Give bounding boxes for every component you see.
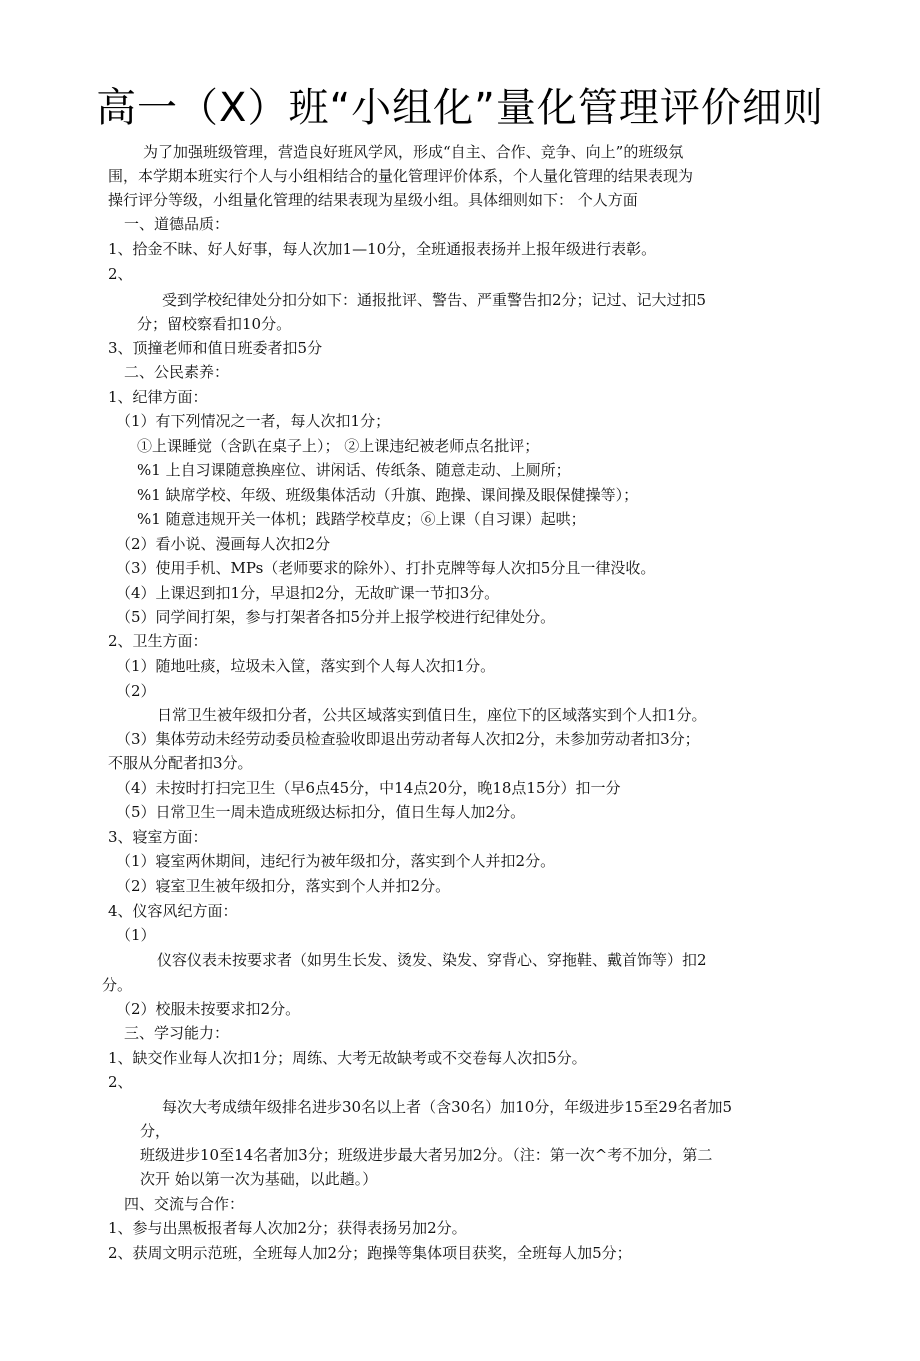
text-line: （2）校服未按要求扣2分。	[116, 1000, 301, 1018]
text-line: （1）	[116, 926, 156, 944]
text-line: %1 缺席学校、年级、班级集体活动（升旗、跑操、课间操及眼保健操等）；	[137, 486, 639, 504]
text-line: （1）有下列情况之一者，每人次扣1分；	[116, 412, 391, 430]
text-line: 3、寝室方面：	[108, 828, 208, 846]
text-line: 1、缺交作业每人次扣1分；周练、大考无故缺考或不交卷每人次扣5分。	[108, 1049, 587, 1067]
text-line: （2）看小说、漫画每人次扣2分	[116, 535, 331, 553]
text-line: 操行评分等级，小组量化管理的结果表现为星级小组。具体细则如下： 个人方面	[108, 191, 638, 209]
text-line: 四、交流与合作：	[124, 1195, 245, 1213]
text-line: ①上课睡觉（含趴在桌子上）； ②上课违纪被老师点名批评；	[137, 437, 540, 455]
text-line: %1 随意违规开关一体机；践踏学校草皮；⑥上课（自习课）起哄；	[137, 510, 586, 528]
text-line: 仪容仪表未按要求者（如男生长发、烫发、染发、穿背心、穿拖鞋、戴首饰等）扣2	[157, 951, 707, 969]
text-line: 三、学习能力：	[124, 1024, 230, 1042]
text-line: （4）上课迟到扣1分，早退扣2分，无故旷课一节扣3分。	[116, 584, 500, 602]
text-line: （3）使用手机、MPs（老师要求的除外）、打扑克牌等每人次扣5分且一律没收。	[116, 559, 656, 577]
text-line: （1）随地吐痰，垃圾未入筐，落实到个人每人次扣1分。	[116, 657, 496, 675]
text-line: 4、仪容风纪方面：	[108, 902, 238, 920]
text-line: 围，本学期本班实行个人与小组相结合的量化管理评价体系，个人量化管理的结果表现为	[108, 167, 694, 185]
text-line: （2）寝室卫生被年级扣分，落实到个人并扣2分。	[116, 877, 451, 895]
document-title: 高一（X）班“小组化”量化管理评价细则	[96, 85, 824, 131]
text-line: 2、	[108, 265, 133, 283]
text-line: 日常卫生被年级扣分者，公共区域落实到值日生，座位下的区域落实到个人扣1分。	[157, 706, 707, 724]
text-line: （2）	[116, 682, 156, 700]
text-line: 1、拾金不昧、好人好事，每人次加1—10分，全班通报表扬并上报年级进行表彰。	[108, 240, 657, 258]
text-line: 2、卫生方面：	[108, 632, 208, 650]
text-line: （5）同学间打架，参与打架者各扣5分并上报学校进行纪律处分。	[116, 608, 556, 626]
text-line: 受到学校纪律处分扣分如下：通报批评、警告、严重警告扣2分；记过、记大过扣5	[162, 291, 707, 309]
text-line: （4）未按时打扫完卫生（早6点45分，中14点20分，晚18点15分）扣一分	[116, 779, 621, 797]
text-line: （5）日常卫生一周未造成班级达标扣分，值日生每人加2分。	[116, 803, 526, 821]
text-line: 不服从分配者扣3分。	[108, 754, 253, 772]
text-line: 每次大考成绩年级排名进步30名以上者（含30名）加10分，年级进步15至29名者加5	[162, 1098, 732, 1116]
text-line: 分。	[102, 976, 133, 994]
text-line: 1、参与出黑板报者每人次加2分；获得表扬另加2分。	[108, 1219, 467, 1237]
text-line: 分；留校察看扣10分。	[137, 315, 292, 333]
text-line: 二、公民素养：	[124, 363, 230, 381]
text-line: 2、	[108, 1073, 133, 1091]
text-line: 班级进步10至14名者加3分；班级进步最大者另加2分。（注：第一次^考不加分，第二	[140, 1146, 713, 1164]
text-line: （1）寝室两休期间，违纪行为被年级扣分，落实到个人并扣2分。	[116, 852, 556, 870]
text-line: 次开 始以第一次为基础，以此趟。）	[140, 1170, 378, 1188]
text-line: 3、顶撞老师和值日班委者扣5分	[108, 339, 323, 357]
text-line: 2、获周文明示范班，全班每人加2分；跑操等集体项目获奖，全班每人加5分；	[108, 1244, 632, 1262]
text-line: 为了加强班级管理，营造良好班风学风，形成“自主、合作、竞争、向上”的班级氛	[143, 143, 684, 161]
text-line: 分，	[140, 1122, 171, 1140]
text-line: （3）集体劳动未经劳动委员检查验收即退出劳动者每人次扣2分，未参加劳动者扣3分；	[116, 730, 700, 748]
text-line: 一、道德品质：	[124, 215, 230, 233]
text-line: 1、纪律方面：	[108, 388, 208, 406]
text-line: %1 上自习课随意换座位、讲闲话、传纸条、随意走动、上厕所；	[137, 461, 571, 479]
